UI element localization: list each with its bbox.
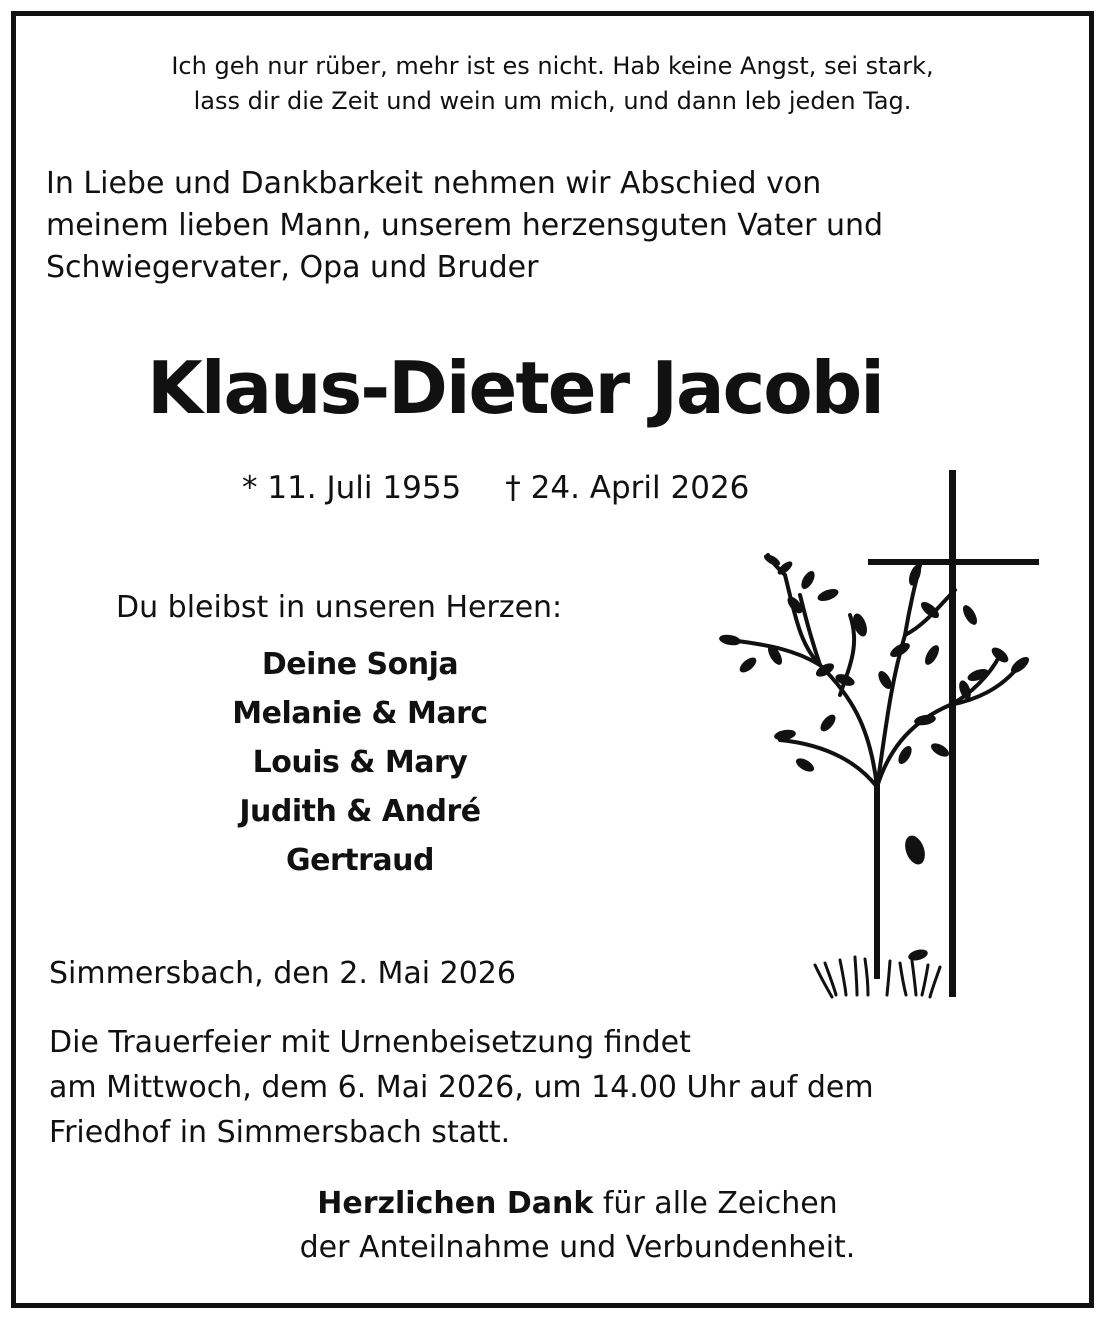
mourner-name: Judith & André (239, 794, 481, 829)
intro-line-2: meinem lieben Mann, unserem herzensguten Vater und (46, 208, 884, 243)
death-date: † 24. April 2026 (505, 470, 750, 506)
mourner-name: Louis & Mary (252, 745, 468, 780)
thanks-line-2: der Anteilnahme und Verbundenheit. (299, 1230, 856, 1265)
poem-line-2: lass dir die Zeit und wein um mich, und dann leb jeden Tag. (193, 87, 912, 115)
deceased-name: Klaus-Dieter Jacobi (147, 346, 883, 430)
tree-with-cross-icon (700, 465, 1060, 1010)
mourner-name: Melanie & Marc (232, 696, 488, 731)
ceremony-line-3: Friedhof in Simmersbach statt. (49, 1115, 511, 1150)
mourners-heading: Du bleibst in unseren Herzen: (116, 590, 563, 625)
thanks-rest: für alle Zeichen (593, 1186, 838, 1221)
mourner-name: Deine Sonja (261, 647, 459, 682)
birth-date: * 11. Juli 1955 (242, 470, 462, 506)
intro-line-1: In Liebe und Dankbarkeit nehmen wir Abschied von (46, 166, 822, 201)
intro-line-3: Schwiegervater, Opa und Bruder (46, 250, 539, 285)
thanks-bold: Herzlichen Dank (317, 1186, 594, 1221)
ceremony-line-1: Die Trauerfeier mit Urnenbeisetzung findet (49, 1025, 691, 1060)
place-and-date: Simmersbach, den 2. Mai 2026 (49, 956, 516, 991)
poem-line-1: Ich geh nur rüber, mehr ist es nicht. Hab keine Angst, sei stark, (171, 52, 934, 80)
thanks-line-1 (0, 1182, 1105, 1226)
ceremony-line-2: am Mittwoch, dem 6. Mai 2026, um 14.00 Uhr auf dem (49, 1070, 874, 1105)
life-dates (242, 470, 749, 506)
mourner-name: Gertraud (286, 843, 434, 878)
